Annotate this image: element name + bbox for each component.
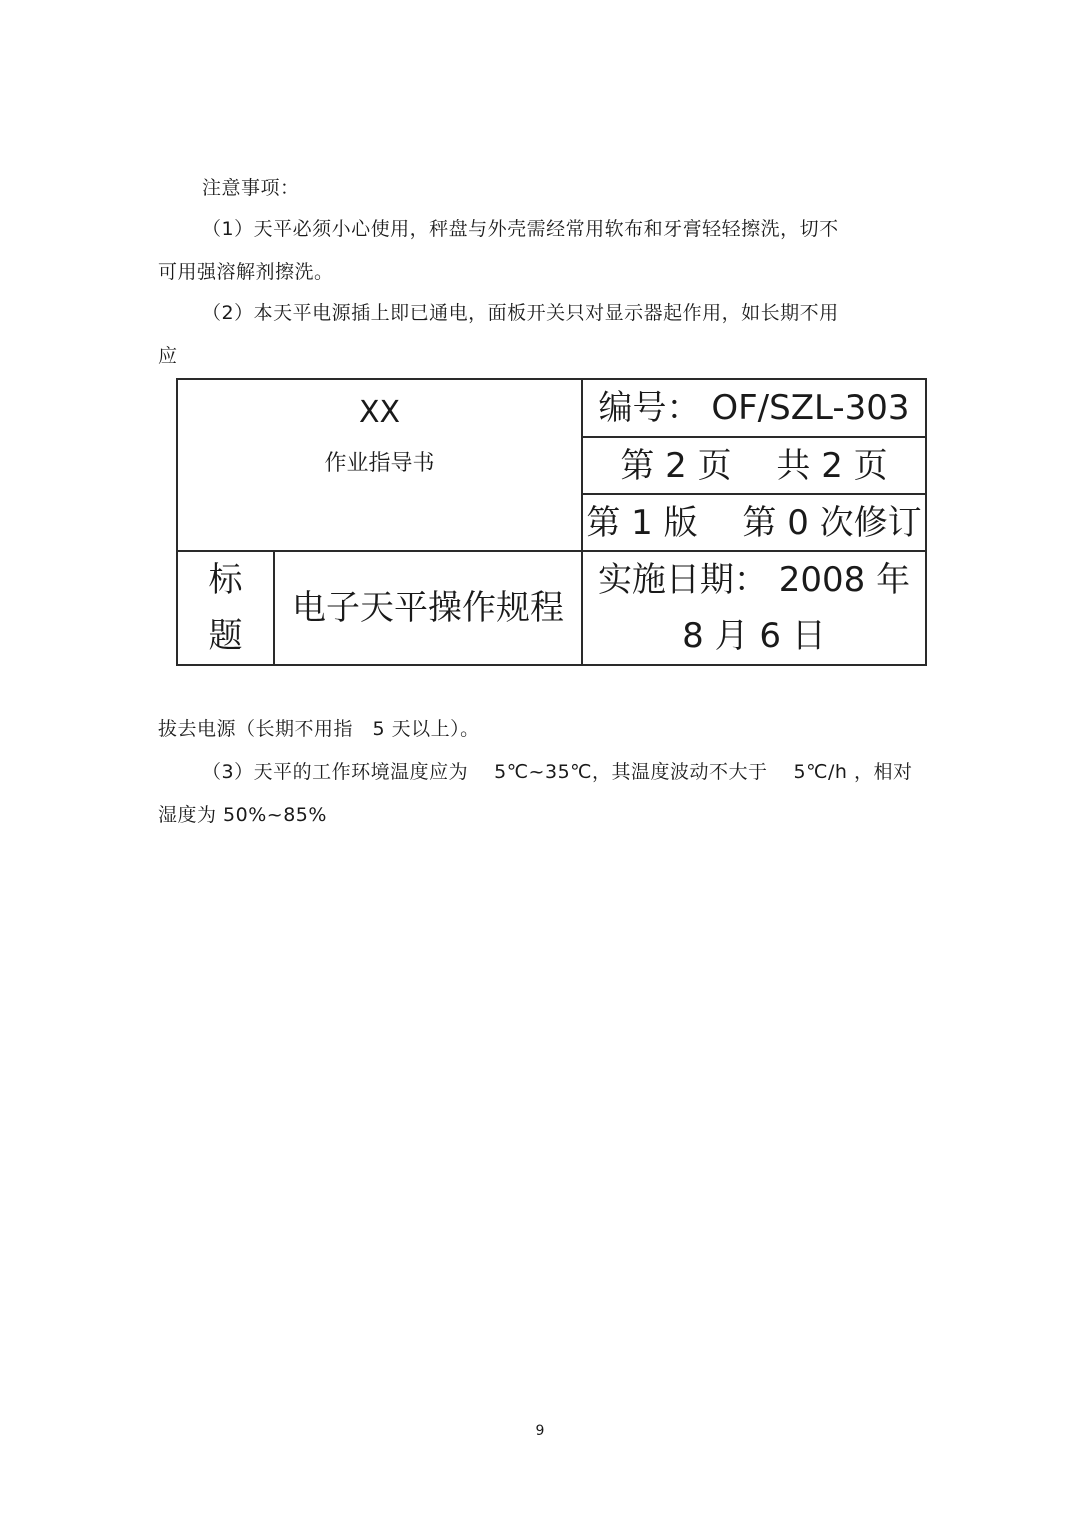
revision-info: 第 1 版 第 0 次修订 xyxy=(586,502,922,543)
organization-cell xyxy=(177,379,582,551)
effective-date: 实施日期： 2008 年 8 月 6 日 xyxy=(597,560,911,656)
note-item-2-line-1: （2）本天平电源插上即已通电，面板开关只对显示器起作用，如长期不用 xyxy=(202,302,839,324)
page-info-cell xyxy=(582,437,926,494)
doc-number-cell xyxy=(582,379,926,437)
note-item-3-line-2: 湿度为 50%~85% xyxy=(158,804,327,826)
note-item-3-line-1: （3）天平的工作环境温度应为 5℃~35℃，其温度波动不大于 5℃/h ，相对 xyxy=(202,761,913,783)
revision-cell xyxy=(582,494,926,551)
title-cell xyxy=(274,551,582,665)
page-number: 9 xyxy=(535,1423,545,1439)
note-item-2-line-2: 应 xyxy=(158,345,178,367)
effective-date-cell xyxy=(582,551,926,665)
notes-heading: 注意事项： xyxy=(202,177,300,199)
document-header-table xyxy=(176,378,927,666)
doc-number: 编号： OF/SZL-303 xyxy=(598,388,910,428)
note-item-1-line-2: 可用强溶解剂擦洗。 xyxy=(158,261,334,283)
note-item-2-line-3: 拔去电源（长期不用指 5 天以上）。 xyxy=(158,718,480,740)
page-info: 第 2 页 共 2 页 xyxy=(620,445,888,486)
document-title: 电子天平操作规程 xyxy=(292,588,564,628)
organization-name: XX xyxy=(358,395,401,430)
title-label: 标题 xyxy=(208,560,243,656)
note-item-1-line-1: （1）天平必须小心使用，秤盘与外壳需经常用软布和牙膏轻轻擦洗，切不 xyxy=(202,218,839,240)
title-label-cell xyxy=(177,551,274,665)
document-type: 作业指导书 xyxy=(324,451,435,476)
